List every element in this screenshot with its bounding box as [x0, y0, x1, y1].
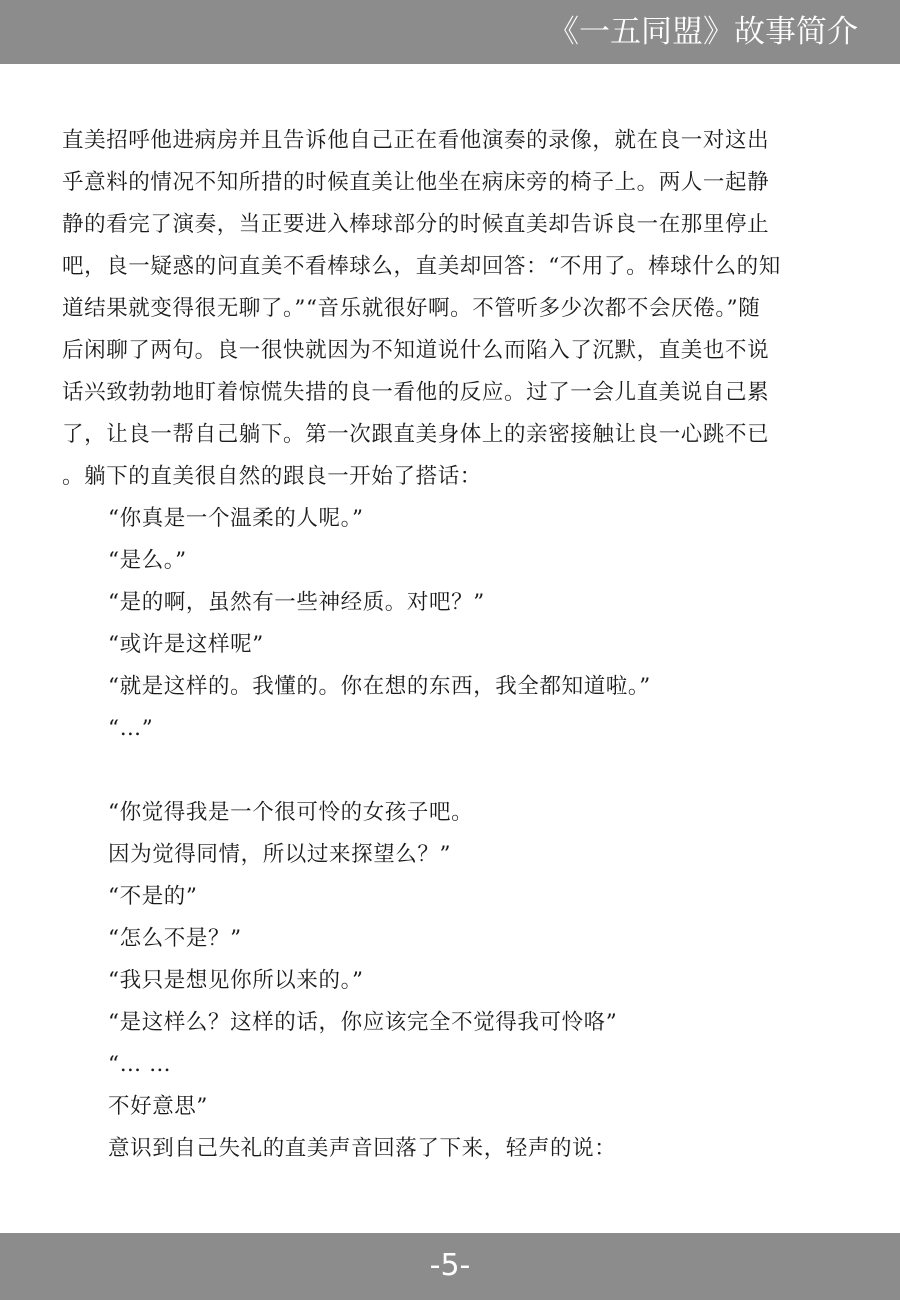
- dialogue-line: “是这样么？这样的话，你应该完全不觉得我可怜咯”: [108, 1010, 618, 1035]
- text-line: 了，让良一帮自己躺下。第一次跟直美身体上的亲密接触让良一心跳不已: [62, 422, 770, 447]
- dialogue-line: “…”: [108, 716, 154, 741]
- dialogue-line: “是的啊，虽然有一些神经质。对吧？”: [108, 590, 485, 615]
- text-line: 后闲聊了两句。良一很快就因为不知道说什么而陷入了沉默，直美也不说: [62, 338, 770, 363]
- dialogue-line: “或许是这样呢”: [108, 632, 264, 657]
- dialogue-line: “你真是一个温柔的人呢。”: [108, 506, 364, 531]
- dialogue-line: “不是的”: [108, 884, 198, 909]
- dialogue-line: 意识到自己失礼的直美声音回落了下来，轻声的说：: [108, 1136, 617, 1161]
- dialogue-line: 不好意思”: [108, 1094, 208, 1119]
- text-line: 话兴致勃勃地盯着惊慌失措的良一看他的反应。过了一会儿直美说自己累: [62, 380, 770, 405]
- story-body: [62, 120, 842, 1170]
- dialogue-line: “… …: [108, 1052, 172, 1077]
- text-line: 静的看完了演奏，当正要进入棒球部分的时候直美却告诉良一在那里停止: [62, 212, 770, 237]
- text-line: 乎意料的情况不知所措的时候直美让他坐在病床旁的椅子上。两人一起静: [62, 170, 770, 195]
- header-bar: [0, 0, 900, 64]
- text-line: 。躺下的直美很自然的跟良一开始了搭话：: [62, 464, 482, 489]
- text-line: 直美招呼他进病房并且告诉他自己正在看他演奏的录像，就在良一对这出: [62, 128, 770, 153]
- dialogue-line: “就是这样的。我懂的。你在想的东西，我全都知道啦。”: [108, 674, 651, 699]
- paragraph-gap: [62, 750, 842, 792]
- text-line: 吧，良一疑惑的问直美不看棒球么，直美却回答：“不用了。棒球什么的知: [62, 254, 781, 279]
- dialogue-line: “怎么不是？”: [108, 926, 242, 951]
- page-number: -5-: [429, 1248, 471, 1283]
- footer-bar: [0, 1233, 900, 1300]
- dialogue-line: “是么。”: [108, 548, 187, 573]
- dialogue-line: “你觉得我是一个很可怜的女孩子吧。: [108, 800, 474, 825]
- text-line: 道结果就变得很无聊了。”“音乐就很好啊。不管听多少次都不会厌倦。”随: [62, 296, 761, 321]
- page-title: 《一五同盟》故事简介: [548, 14, 858, 50]
- dialogue-line: “我只是想见你所以来的。”: [108, 968, 364, 993]
- dialogue-line: 因为觉得同情，所以过来探望么？”: [108, 842, 452, 867]
